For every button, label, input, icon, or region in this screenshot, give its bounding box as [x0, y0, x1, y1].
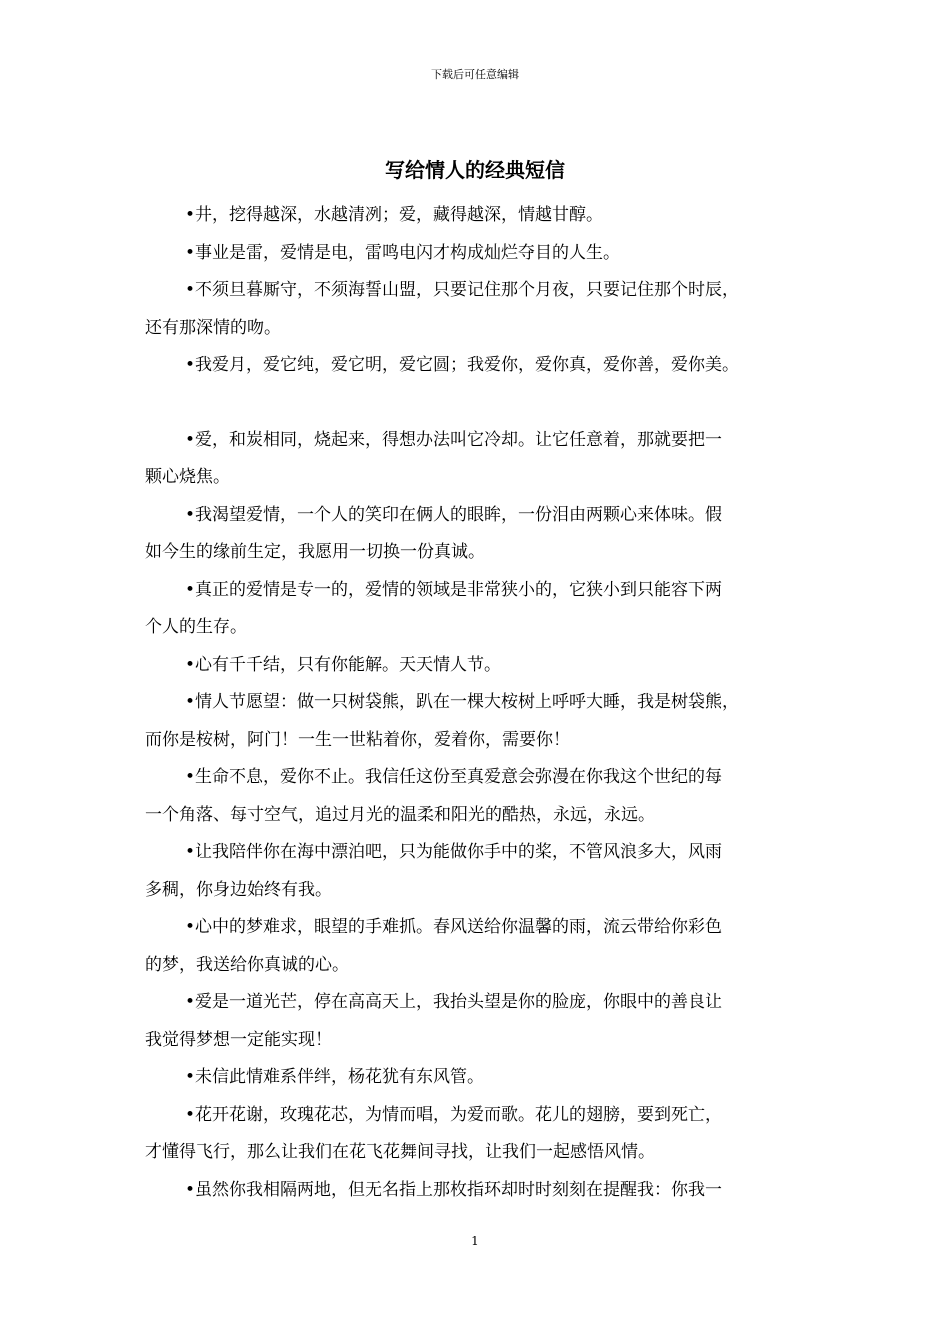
paragraph [145, 984, 825, 1059]
paragraph-line: 一个角落、每寸空气，追过月光的温柔和阳光的酷热，永远，永远。 [145, 804, 655, 825]
paragraph-line: 才懂得飞行，那么让我们在花飞花舞间寻找，让我们一起感悟风情。 [145, 1142, 655, 1162]
document-body [145, 197, 825, 1209]
paragraph-line: 而你是桉树，阿门！一生一世粘着你，爱着你，需要你！ [145, 729, 570, 750]
paragraph [145, 1172, 825, 1210]
paragraph-line: •我爱月，爱它纯，爱它明，爱它圆；我爱你，爱你真，爱你善，爱你美。 [185, 355, 740, 375]
paragraph-line: •让我陪伴你在海中漂泊吧，只为能做你手中的桨，不管风浪多大，风雨 [185, 842, 723, 862]
paragraph [145, 759, 825, 834]
paragraph-line: 我觉得梦想一定能实现！ [145, 1029, 332, 1050]
paragraph [145, 572, 825, 647]
paragraph-line: •真正的爱情是专一的，爱情的领域是非常狭小的，它狭小到只能容下两 [185, 579, 723, 600]
paragraph-line: •事业是雷，爱情是电，雷鸣电闪才构成灿烂夺目的人生。 [185, 242, 621, 263]
paragraph [145, 1059, 825, 1097]
paragraph [145, 684, 825, 759]
paragraph-line: •井，挖得越深，水越清冽；爱，藏得越深，情越甘醇。 [185, 205, 604, 225]
paragraph [145, 1097, 825, 1172]
paragraph-line: 还有那深情的吻。 [145, 317, 281, 338]
paragraph-line: •心有千千结，只有你能解。天天情人节。 [185, 654, 502, 675]
page-header [0, 68, 950, 82]
paragraph-line: •爱是一道光芒，停在高高天上，我抬头望是你的脸庞，你眼中的善良让 [185, 992, 723, 1012]
paragraph-line: •心中的梦难求，眼望的手难抓。春风送给你温馨的雨，流云带给你彩色 [185, 917, 723, 937]
paragraph [145, 909, 825, 984]
paragraph [145, 272, 825, 347]
page-number-text: 1 [471, 1234, 479, 1248]
paragraph-line: 个人的生存。 [145, 617, 247, 637]
paragraph [145, 647, 825, 685]
paragraph-line: 的梦，我送给你真诚的心。 [145, 954, 349, 975]
document-title: 写给情人的经典短信 [385, 158, 565, 182]
page-number [0, 1233, 950, 1249]
paragraph-line: •生命不息，爱你不止。我信任这份至真爱意会弥漫在你我这个世纪的每 [185, 767, 723, 787]
paragraph-line: •未信此情难系伴绊，杨花犹有东风管。 [185, 1067, 485, 1087]
paragraph [145, 422, 825, 497]
paragraph-line: 颗心烧焦。 [145, 467, 230, 487]
paragraph [145, 347, 825, 385]
paragraph-line: •爱，和炭相同，烧起来，得想办法叫它冷却。让它任意着，那就要把一 [185, 429, 723, 450]
paragraph-line: •花开花谢，玫瑰花芯，为情而唱，为爱而歌。花儿的翅膀，要到死亡， [185, 1104, 723, 1125]
paragraph [145, 497, 825, 572]
paragraph-line: •虽然你我相隔两地，但无名指上那枚指环却时时刻刻在提醒我：你我一 [185, 1179, 723, 1200]
paragraph-line: •我渴望爱情，一个人的笑印在俩人的眼眸，一份泪由两颗心来体味。假 [185, 504, 723, 525]
paragraph [145, 834, 825, 909]
paragraph [145, 197, 825, 235]
paragraph-line: •情人节愿望：做一只树袋熊，趴在一棵大桉树上呼呼大睡，我是树袋熊， [185, 692, 740, 712]
paragraph-line: •不须旦暮厮守，不须海誓山盟，只要记住那个月夜，只要记住那个时辰， [185, 280, 740, 300]
paragraph [145, 235, 825, 273]
header-text: 下载后可任意编辑 [431, 68, 519, 81]
paragraph-line: 如今生的缘前生定，我愿用一切换一份真诚。 [145, 542, 485, 562]
paragraph-line: 多稠，你身边始终有我。 [145, 879, 332, 900]
